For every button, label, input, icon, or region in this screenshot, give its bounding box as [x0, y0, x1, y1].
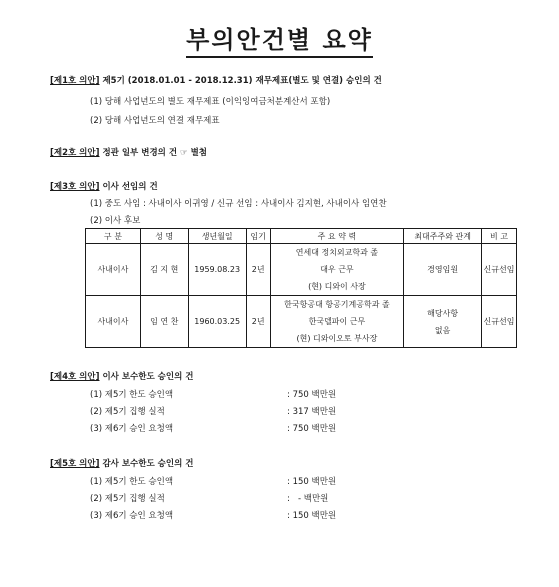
item-amount: : - 백만원: [287, 494, 329, 504]
header-career: 주 요 약 력: [270, 229, 404, 244]
cell-birth: 1959.08.23: [188, 244, 246, 296]
cell-birth: 1960.03.25: [188, 296, 246, 348]
item-amount: : 150 백만원: [287, 477, 337, 487]
agenda4-label: [제4호 의안]: [50, 372, 100, 382]
career-line: 연세대 정치외교학과 졸: [295, 248, 379, 257]
agenda5-title: 감사 보수한도 승인의 건: [102, 459, 194, 469]
agenda3-label: [제3호 의안]: [50, 182, 100, 192]
cell-type: 사내이사: [86, 296, 141, 348]
item-label: (2) 제5기 집행 실적: [90, 494, 165, 504]
agenda4-title: 이사 보수한도 승인의 건: [102, 372, 194, 382]
cell-note: 신규선임: [482, 244, 517, 296]
agenda3-item-2: (2) 이사 후보: [90, 216, 141, 226]
header-type: 구 분: [86, 229, 141, 244]
agenda4-item-2: [90, 405, 337, 417]
career-line: (현) 디와이 사장: [308, 282, 366, 291]
agenda3-item-1: (1) 중도 사임 : 사내이사 이귀영 / 신규 선임 : 사내이사 김지현, 사내이사 임연찬: [90, 199, 387, 209]
agenda3-title: 이사 선임의 건: [102, 182, 158, 192]
cell-relation: 경영임원: [404, 244, 482, 296]
item-amount: : 317 백만원: [287, 407, 337, 417]
agenda3-heading-row: [50, 180, 158, 192]
agenda1-item-1: (1) 당해 사업년도의 별도 재무제표 (이익잉여금처분계산서 포함): [90, 97, 331, 107]
agenda5-item-1: [90, 475, 337, 487]
agenda1-title: 제5기 (2018.01.01 - 2018.12.31) 재무제표(별도 및 연결) 승인의 건: [102, 76, 382, 86]
agenda5-heading-row: [50, 457, 193, 469]
agenda4-heading-row: [50, 370, 193, 382]
career-line: 대우 근무: [320, 265, 354, 274]
table-row: [86, 296, 517, 348]
agenda5-item-3: [90, 509, 337, 521]
cell-name: 김 지 현: [140, 244, 188, 296]
item-label: (3) 제6기 승인 요청액: [90, 424, 174, 434]
table-header-row: [86, 229, 517, 244]
item-label: (2) 제5기 집행 실적: [90, 407, 165, 417]
page-title: [0, 20, 559, 55]
cell-note: 신규선임: [482, 296, 517, 348]
director-candidates-table: [85, 228, 517, 348]
header-birth: 생년월일: [188, 229, 246, 244]
agenda2-label: [제2호 의안]: [50, 148, 100, 158]
agenda5-label: [제5호 의안]: [50, 459, 100, 469]
cell-term: 2년: [246, 244, 270, 296]
cell-name: 임 연 찬: [140, 296, 188, 348]
table-row: [86, 244, 517, 296]
agenda1-label: [제1호 의안]: [50, 76, 100, 86]
item-amount: : 750 백만원: [287, 390, 337, 400]
career-line: 한국델파이 근무: [308, 317, 366, 326]
relation-line: 없음: [434, 325, 451, 335]
cell-relation: [404, 296, 482, 348]
page-title-text: 부의안건별 요약: [186, 26, 373, 58]
item-label: (1) 제5기 한도 승인액: [90, 390, 174, 400]
cell-term: 2년: [246, 296, 270, 348]
header-name: 성 명: [140, 229, 188, 244]
cell-career: [270, 244, 404, 296]
agenda2-heading-row: [50, 146, 207, 158]
item-amount: : 750 백만원: [287, 424, 337, 434]
agenda4-item-1: [90, 388, 337, 400]
header-term: 임기: [246, 229, 270, 244]
cell-type: 사내이사: [86, 244, 141, 296]
agenda5-item-2: [90, 492, 329, 504]
agenda1-item-2: (2) 당해 사업년도의 연결 재무제표: [90, 116, 220, 126]
header-relation: 최대주주와 관계: [404, 229, 482, 244]
item-label: (1) 제5기 한도 승인액: [90, 477, 174, 487]
item-amount: : 150 백만원: [287, 511, 337, 521]
agenda4-item-3: [90, 422, 337, 434]
relation-line: 해당사항: [427, 308, 459, 318]
cell-career: [270, 296, 404, 348]
header-note: 비 고: [482, 229, 517, 244]
career-line: 한국항공대 항공기계공학과 졸: [284, 300, 390, 309]
career-line: (현) 디와이오토 부사장: [296, 334, 378, 343]
agenda1-heading-row: [50, 74, 382, 86]
agenda2-title: 정관 일부 변경의 건 ☞ 별첨: [102, 148, 207, 158]
item-label: (3) 제6기 승인 요청액: [90, 511, 174, 521]
